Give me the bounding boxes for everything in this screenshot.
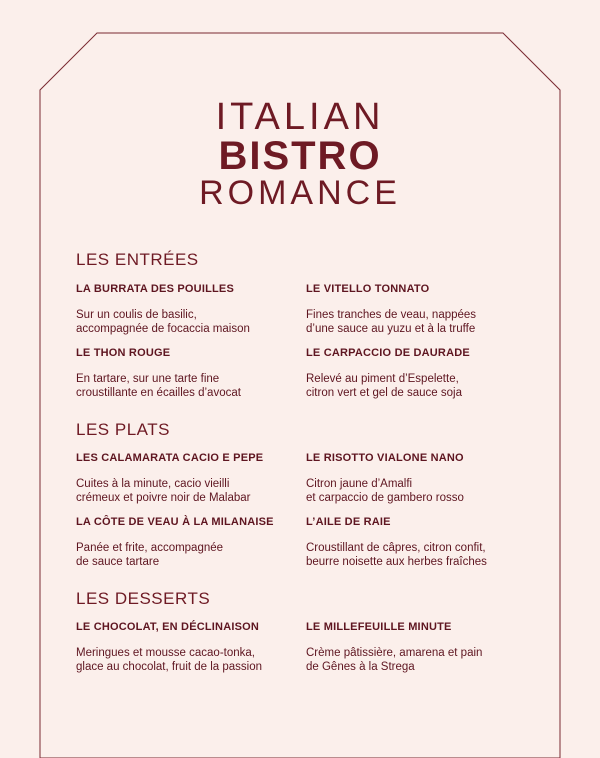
dish-name: LES CALAMARATA CACIO E PEPE — [76, 452, 264, 464]
dish-description: Croustillant de câpres, citron confit, beurre noisette aux herbes fraîches — [306, 542, 487, 568]
dish-name: LE THON ROUGE — [76, 347, 171, 359]
dish-name: LE CARPACCIO DE DAURADE — [306, 347, 470, 359]
title-line-3: ROMANCE — [199, 174, 401, 212]
menu-item — [76, 516, 311, 569]
section-heading-desserts: LES DESSERTS — [76, 589, 211, 608]
dish-description: Cuites à la minute, cacio vieilli crémeux et poivre noir de Malabar — [76, 478, 251, 504]
dish-name: LA CÔTE DE VEAU À LA MILANAISE — [76, 516, 274, 528]
dish-description: Sur un coulis de basilic, accompagnée de focaccia maison — [76, 309, 250, 335]
menu-item — [76, 283, 311, 336]
title-line-2: BISTRO — [218, 134, 382, 178]
dish-name: LE RISOTTO VIALONE NANO — [306, 452, 464, 464]
menu-item — [306, 452, 541, 505]
dish-description: Fines tranches de veau, nappées d’une sauce au yuzu et à la truffe — [306, 309, 477, 335]
dish-description: Relevé au piment d’Espelette, citron vert et gel de sauce soja — [306, 373, 462, 399]
menu-item — [76, 621, 311, 674]
menu-item — [306, 516, 541, 569]
section-heading-plats: LES PLATS — [76, 420, 170, 439]
dish-description: Citron jaune d’Amalfi et carpaccio de gambero rosso — [306, 478, 464, 504]
dish-name: LE MILLEFEUILLE MINUTE — [306, 621, 452, 633]
dish-name: L’AILE DE RAIE — [306, 516, 391, 528]
dish-description: Crème pâtissière, amarena et pain de Gênes à la Strega — [306, 647, 483, 673]
dish-name: LE CHOCOLAT, EN DÉCLINAISON — [76, 621, 260, 633]
menu-item — [306, 621, 541, 674]
menu-item — [76, 347, 311, 400]
dish-description: Meringues et mousse cacao-tonka, glace au chocolat, fruit de la passion — [76, 647, 263, 673]
dish-name: LE VITELLO TONNATO — [306, 283, 430, 295]
menu-item — [76, 452, 311, 505]
title-line-1: ITALIAN — [215, 96, 385, 138]
dish-description: Panée et frite, accompagnée de sauce tartare — [76, 542, 224, 568]
menu-item — [306, 283, 541, 336]
section-heading-entrees: LES ENTRÉES — [76, 250, 199, 269]
menu-item — [306, 347, 541, 400]
dish-name: LA BURRATA DES POUILLES — [76, 283, 234, 295]
dish-description: En tartare, sur une tarte fine croustillante en écailles d’avocat — [76, 373, 241, 399]
